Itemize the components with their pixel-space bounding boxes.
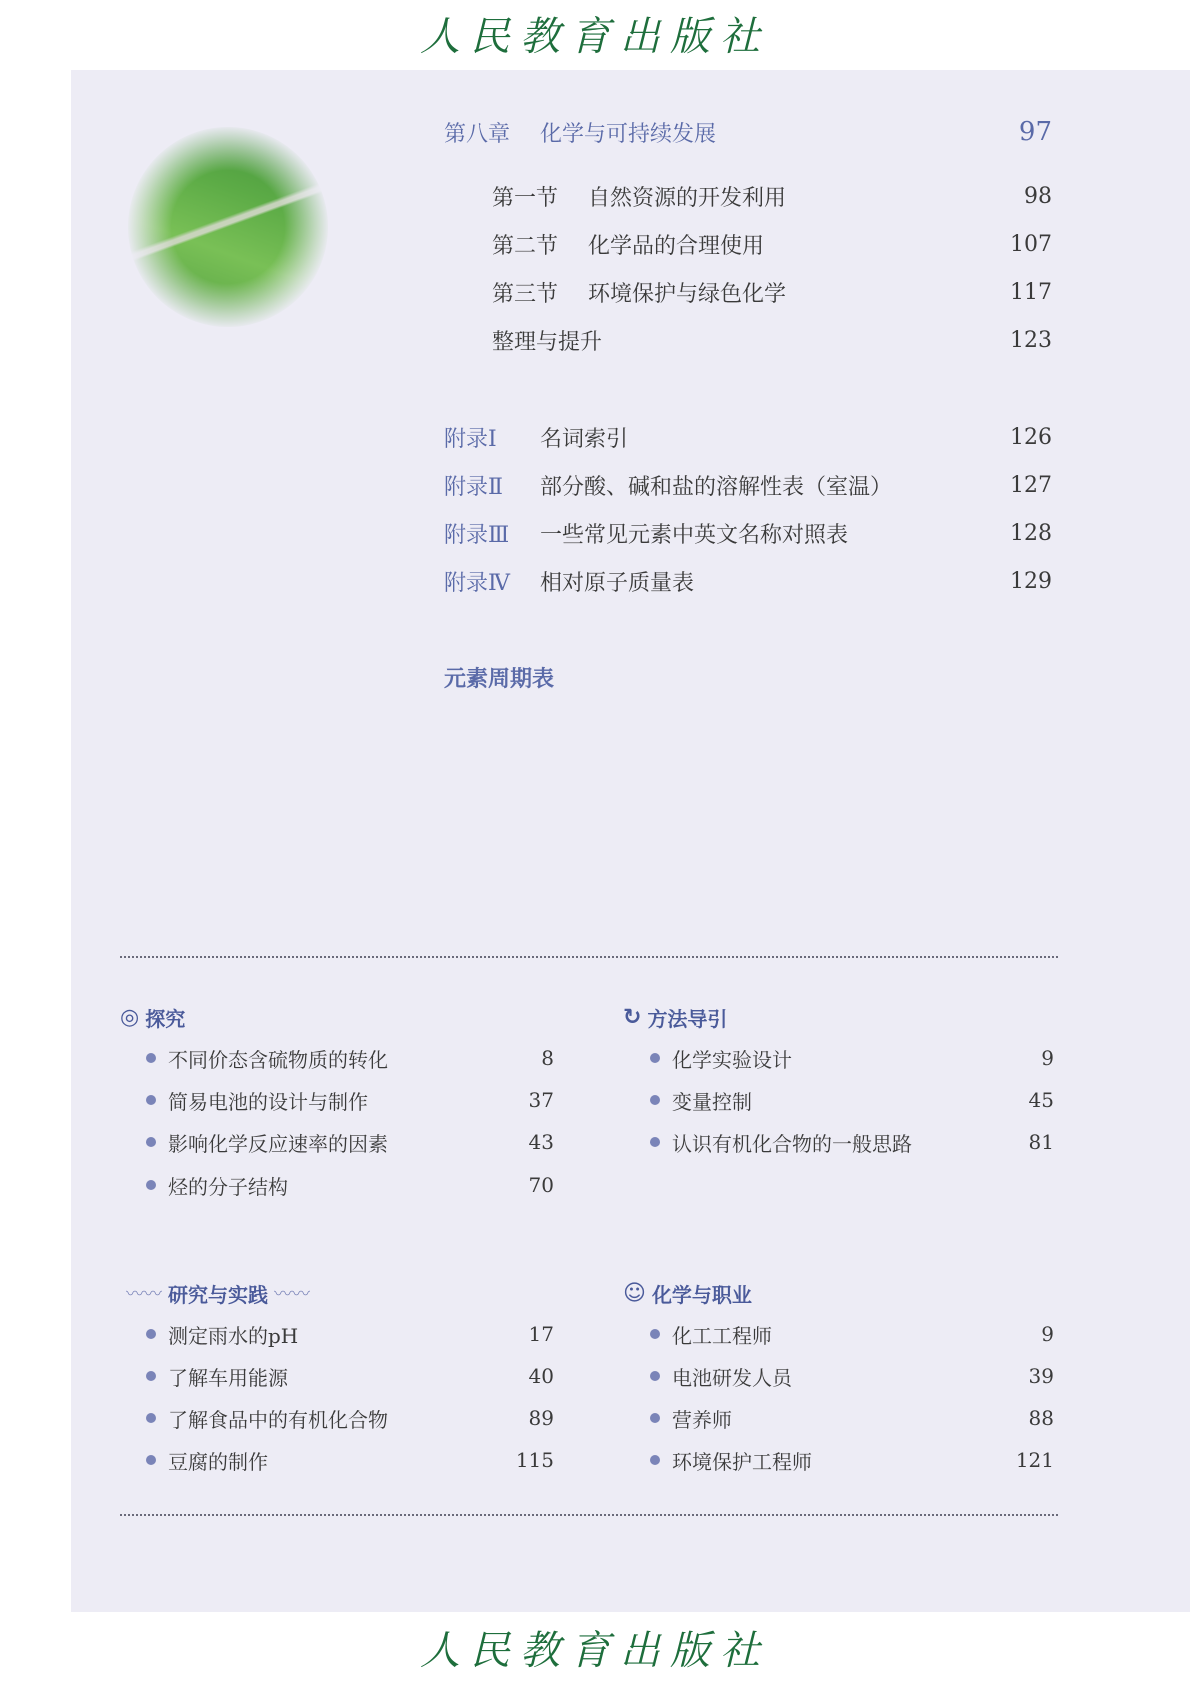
target-icon: ◎: [120, 1004, 140, 1030]
publisher-logo-bottom: 人民教育出版社: [420, 1627, 770, 1674]
item-page: 70: [528, 1173, 554, 1197]
list-item[interactable]: [146, 1085, 554, 1115]
chapter-label: 第八章: [444, 121, 511, 147]
toc-appendix[interactable]: [444, 565, 1052, 597]
item-page: 39: [1028, 1364, 1054, 1388]
section-page: 98: [1024, 183, 1052, 209]
appendix-label: 附录Ⅰ: [444, 426, 497, 452]
research-heading: [120, 1278, 316, 1308]
section-page: 107: [1010, 231, 1052, 257]
farmland-photo: [128, 127, 328, 327]
section-title: 化学品的合理使用: [588, 233, 765, 259]
item-page: 45: [1028, 1088, 1054, 1112]
appendix-page: 127: [1010, 472, 1052, 498]
periodic-table-title: 元素周期表: [444, 665, 555, 692]
appendix-page: 129: [1010, 568, 1052, 594]
item-text: 电池研发人员: [672, 1365, 792, 1390]
item-page: 37: [528, 1088, 554, 1112]
item-text: 化工工程师: [672, 1323, 772, 1348]
item-page: 88: [1028, 1406, 1054, 1430]
wave-icon: 〰〰: [126, 1284, 162, 1305]
toc-section-review[interactable]: [492, 324, 1052, 356]
bullet-dot: [146, 1371, 156, 1381]
bullet-dot: [146, 1180, 156, 1190]
item-page: 40: [528, 1364, 554, 1388]
divider-bottom: [120, 1514, 1058, 1516]
career-title: 化学与职业: [651, 1282, 752, 1307]
method-title: 方法导引: [647, 1006, 728, 1031]
list-item[interactable]: [146, 1043, 554, 1073]
list-item[interactable]: [146, 1403, 554, 1433]
item-text: 认识有机化合物的一般思路: [672, 1131, 912, 1156]
appendix-title: 相对原子质量表: [540, 570, 695, 596]
item-page: 115: [515, 1448, 554, 1472]
bullet-dot: [650, 1371, 660, 1381]
item-page: 17: [528, 1322, 554, 1346]
person-badge-icon: ☺: [623, 1280, 646, 1306]
item-text: 化学实验设计: [672, 1047, 792, 1072]
bullet-dot: [146, 1095, 156, 1105]
chapter-title: 化学与可持续发展: [540, 121, 717, 147]
list-item[interactable]: [146, 1170, 554, 1200]
toc-section[interactable]: [492, 228, 1052, 260]
refresh-icon: ↻: [623, 1004, 642, 1030]
list-item[interactable]: [650, 1361, 1054, 1391]
career-heading: [623, 1278, 752, 1308]
item-page: 81: [1028, 1130, 1054, 1154]
item-text: 了解食品中的有机化合物: [168, 1407, 388, 1432]
list-item[interactable]: [146, 1319, 554, 1349]
bullet-dot: [146, 1455, 156, 1465]
section-page: 123: [1010, 327, 1052, 353]
toc-appendix[interactable]: [444, 421, 1052, 453]
toc-chapter-8[interactable]: [444, 116, 1052, 148]
item-text: 测定雨水的pH: [168, 1323, 299, 1348]
bullet-dot: [650, 1137, 660, 1147]
bullet-dot: [146, 1413, 156, 1423]
section-title: 自然资源的开发利用: [588, 185, 787, 211]
method-heading: [623, 1002, 727, 1032]
bullet-dot: [146, 1053, 156, 1063]
item-page: 9: [1041, 1322, 1054, 1346]
item-text: 豆腐的制作: [168, 1449, 268, 1474]
item-page: 8: [541, 1046, 554, 1070]
item-text: 不同价态含硫物质的转化: [168, 1047, 388, 1072]
toc-section[interactable]: [492, 180, 1052, 212]
toc-appendix[interactable]: [444, 469, 1052, 501]
list-item[interactable]: [650, 1445, 1054, 1475]
item-text: 影响化学反应速率的因素: [168, 1131, 388, 1156]
item-text: 营养师: [672, 1407, 732, 1432]
toc-periodic-table[interactable]: [444, 661, 1052, 693]
bullet-dot: [650, 1455, 660, 1465]
item-page: 89: [528, 1406, 554, 1430]
appendix-page: 126: [1010, 424, 1052, 450]
wave-icon: 〰〰: [274, 1284, 310, 1305]
research-title: 研究与实践: [168, 1282, 268, 1307]
item-page: 9: [1041, 1046, 1054, 1070]
item-text: 环境保护工程师: [672, 1449, 812, 1474]
appendix-title: 一些常见元素中英文名称对照表: [540, 522, 849, 548]
list-item[interactable]: [650, 1127, 1054, 1157]
bullet-dot: [650, 1413, 660, 1423]
list-item[interactable]: [650, 1403, 1054, 1433]
item-page: 43: [528, 1130, 554, 1154]
appendix-title: 名词索引: [540, 426, 629, 452]
bullet-dot: [146, 1329, 156, 1339]
list-item[interactable]: [650, 1085, 1054, 1115]
list-item[interactable]: [650, 1319, 1054, 1349]
explore-title: 探究: [145, 1006, 186, 1031]
appendix-title: 部分酸、碱和盐的溶解性表（室温）: [540, 474, 893, 500]
toc-appendix[interactable]: [444, 517, 1052, 549]
publisher-logo-top: 人民教育出版社: [420, 13, 770, 60]
section-label: 第一节: [492, 185, 559, 211]
section-label: 第二节: [492, 233, 559, 259]
bullet-dot: [650, 1095, 660, 1105]
bullet-dot: [650, 1329, 660, 1339]
section-title: 整理与提升: [492, 329, 603, 355]
section-page: 117: [1010, 279, 1052, 305]
list-item[interactable]: [146, 1445, 554, 1475]
item-text: 烃的分子结构: [168, 1174, 288, 1199]
section-title: 环境保护与绿色化学: [588, 281, 787, 307]
item-text: 变量控制: [672, 1089, 752, 1114]
list-item[interactable]: [146, 1127, 554, 1157]
bullet-dot: [146, 1137, 156, 1147]
bullet-dot: [650, 1053, 660, 1063]
item-text: 简易电池的设计与制作: [168, 1089, 368, 1114]
appendix-page: 128: [1010, 520, 1052, 546]
item-text: 了解车用能源: [168, 1365, 288, 1390]
divider-top: [120, 956, 1058, 958]
item-page: 121: [1015, 1448, 1054, 1472]
list-item[interactable]: [146, 1361, 554, 1391]
appendix-label: 附录Ⅳ: [444, 570, 510, 596]
list-item[interactable]: [650, 1043, 1054, 1073]
explore-heading: [120, 1002, 185, 1032]
appendix-label: 附录Ⅱ: [444, 474, 503, 500]
section-label: 第三节: [492, 281, 559, 307]
chapter-page: 97: [1018, 117, 1052, 147]
appendix-label: 附录Ⅲ: [444, 522, 510, 548]
toc-section[interactable]: [492, 276, 1052, 308]
